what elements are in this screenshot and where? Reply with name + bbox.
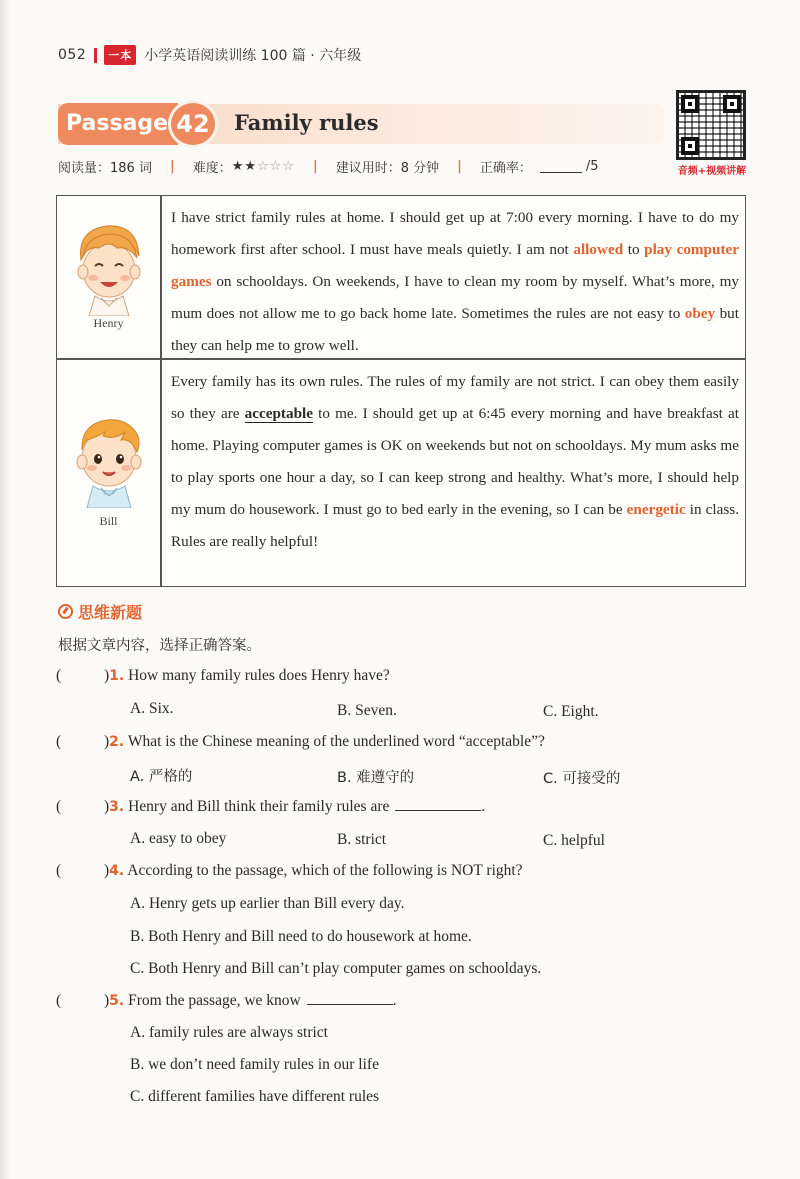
option-b[interactable]: B. Seven. — [337, 702, 397, 719]
series-title: 小学英语阅读训练 100 篇 · 六年级 — [144, 48, 362, 64]
option-a[interactable]: A. family rules are always strict — [130, 1024, 328, 1041]
pencil-icon — [58, 604, 73, 619]
option-b[interactable]: B. Both Henry and Bill need to do housework at home. — [130, 928, 472, 945]
question-3: ( )3. Henry and Bill think their family rules are . — [56, 798, 486, 815]
qr-caption: 音频+视频讲解 — [677, 166, 747, 177]
option-c[interactable]: C. helpful — [543, 832, 605, 849]
bill-passage: Every family has its own rules. The rules of my family are not strict. I can obey them easily so they are acceptable to me. I should get up at 6:45 every morning and have breakfast at home. Playing computer games is OK on weekends but not on schooldays. My mum asks me to play sports one hour a day, so I can keep strong and healthy. What’s more, I should help my mum do housework. I must go to bed early in the evening, so I can be energetic in class. Rules are really helpful! — [171, 373, 739, 550]
option-b[interactable]: B. strict — [337, 831, 387, 848]
option-a[interactable]: A. Six. — [130, 700, 174, 717]
brand-logo: 一本 — [104, 45, 136, 65]
question-text: What is the Chinese meaning of the underlined word “acceptable”? — [124, 733, 545, 750]
passage-number: 42 — [168, 100, 218, 148]
suggested-time: 建议用时：8 分钟 — [335, 160, 440, 176]
meta-separator: | — [313, 158, 318, 174]
underlined-word: acceptable — [244, 405, 313, 422]
question-number: 3. — [109, 799, 125, 815]
question-text: From the passage, we know — [124, 992, 301, 1009]
option-a[interactable]: A. easy to obey — [130, 830, 227, 847]
section-heading — [58, 600, 142, 622]
meta-separator: | — [169, 158, 175, 174]
running-header — [58, 42, 361, 68]
option-b[interactable]: B. we don’t need family rules in our life — [130, 1056, 379, 1073]
accuracy-label: 正确率： — [479, 160, 532, 176]
highlight-word: obey — [684, 305, 716, 322]
option-c[interactable]: C. 可接受的 — [543, 771, 621, 787]
answer-bracket[interactable]: ( — [56, 667, 62, 684]
difficulty-label: 难度： — [192, 160, 232, 176]
answer-blank[interactable] — [307, 991, 393, 1005]
question-5: ( )5. From the passage, we know . — [56, 992, 397, 1009]
henry-avatar — [67, 216, 151, 316]
passage-title: Family rules — [234, 110, 379, 135]
question-2: ( )2. What is the Chinese meaning of the underlined word “acceptable”? — [56, 733, 545, 750]
answer-bracket[interactable]: ( — [56, 798, 62, 815]
answer-blank[interactable] — [395, 797, 481, 811]
accuracy-blank[interactable] — [540, 159, 582, 173]
option-a[interactable]: A. Henry gets up earlier than Bill every day. — [130, 895, 405, 912]
star-empty-icon: ☆☆☆ — [257, 158, 295, 174]
answer-bracket[interactable]: ( — [56, 862, 62, 879]
question-text: Henry and Bill think their family rules are — [124, 798, 390, 815]
meta-line — [58, 156, 599, 176]
difficulty-stars — [232, 159, 295, 174]
header-divider — [94, 48, 97, 63]
passage-table — [56, 195, 746, 587]
option-a[interactable]: A. 严格的 — [130, 769, 193, 785]
question-number: 2. — [109, 734, 125, 750]
question-4: ( )4. According to the passage, which of the following is NOT right? — [56, 862, 523, 879]
highlight-word: play computer games — [171, 241, 739, 290]
page-number: 052 — [58, 47, 87, 63]
qr-finder-icon — [681, 137, 699, 155]
accuracy-total: /5 — [585, 158, 599, 174]
star-filled-icon: ★★ — [231, 158, 258, 174]
table-divider — [160, 196, 162, 586]
meta-separator: | — [457, 158, 462, 174]
bill-avatar — [67, 406, 151, 508]
qr-finder-icon — [681, 95, 699, 113]
word-count: 阅读量：186 词 — [58, 160, 152, 176]
qr-finder-icon — [723, 95, 741, 113]
henry-name: Henry — [93, 316, 124, 330]
question-text: How many family rules does Henry have? — [124, 667, 390, 684]
answer-bracket[interactable]: ( — [56, 733, 62, 750]
option-c[interactable]: C. Eight. — [543, 703, 599, 720]
answer-bracket[interactable]: ( — [56, 992, 62, 1009]
question-text: According to the passage, which of the following is NOT right? — [124, 862, 523, 879]
highlight-word: allowed — [573, 241, 624, 258]
option-b[interactable]: B. 难遵守的 — [337, 770, 415, 786]
option-c[interactable]: C. Both Henry and Bill can’t play computer games on schooldays. — [130, 960, 542, 977]
passage-label: Passage — [58, 103, 178, 145]
page-edge-shadow — [0, 0, 10, 1179]
section-title: 思维新题 — [78, 602, 143, 622]
question-1: ( )1. How many family rules does Henry have? — [56, 667, 390, 684]
highlight-word: energetic — [626, 501, 686, 518]
question-number: 1. — [109, 668, 125, 684]
instruction: 根据文章内容，选择正确答案。 — [58, 638, 261, 654]
question-number: 5. — [109, 993, 125, 1009]
question-number: 4. — [109, 863, 125, 879]
qr-code[interactable] — [676, 90, 746, 160]
henry-passage: I have strict family rules at home. I should get up at 7:00 every morning. I have to do my homework first after school. I must have meals quietly. I am not allowed to play computer games on schooldays. On weekends, I have to clean my room by myself. What’s more, my mum does not allow me to go back home late. Sometimes the rules are not easy to obey but they can help me to grow well. — [171, 209, 739, 354]
bill-name: Bill — [99, 514, 118, 528]
option-c[interactable]: C. different families have different rules — [130, 1088, 380, 1105]
